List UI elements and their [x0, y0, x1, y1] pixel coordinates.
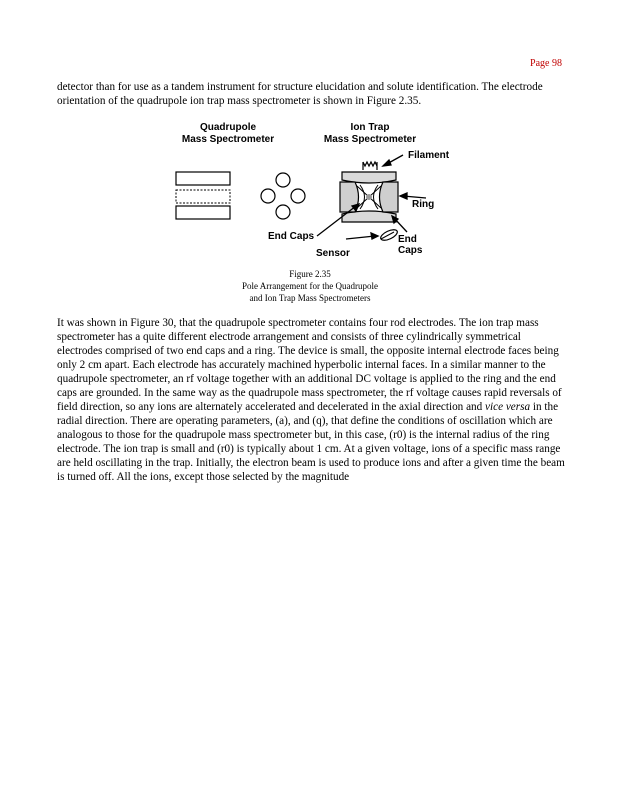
label-end-caps-left: End Caps [268, 231, 315, 242]
top-end-cap [342, 172, 396, 183]
rod-end-left [261, 189, 275, 203]
filament-coil [363, 162, 377, 166]
rod-end-top [276, 173, 290, 187]
bottom-end-cap [342, 211, 396, 222]
body-text-italic: vice versa [485, 401, 531, 413]
intro-paragraph: detector than for use as a tandem instrument for structure elucidation and solute identification. The electrode orientation of the quadrupole ion trap mass spectrometer is shown in Figure 2.35. [57, 81, 543, 107]
figure-caption [200, 268, 420, 304]
quadrupole-rod-bottom [176, 206, 230, 219]
caption-line2: Pole Arrangement for the Quadrupole [242, 281, 378, 291]
quadrupole-rod-middle [176, 190, 230, 203]
quadrupole-rod-top [176, 172, 230, 185]
body-text-part1: It was shown in Figure 30, that the quadrupole spectrometer contains four rod electrodes. The ion trap mass spectrometer has a quite different electrode arrangement and consists of three cylindrically symmetrical electrodes comprised of two end caps and a ring. The device is small, the opposite internal electrode faces being only 2 cm apart. Each electrode has accurately machined hyperbolic internal faces. In a similar manner to the quadrupole spectrometer, an rf voltage together with an additional DC voltage is applied to the ring and the end caps are grounded. In the same way as the quadrupole mass spectrometer, the rf voltage causes rapid reversals of field direction, so any ions are alternately accelerated and decelerated in the axial direction and [57, 317, 562, 413]
left-title-line2: Mass Spectrometer [181, 134, 275, 145]
right-title-line1: Ion Trap [350, 122, 390, 133]
right-title-line2: Mass Spectrometer [323, 134, 417, 145]
ring-right [380, 182, 399, 212]
left-title-line1: Quadrupole [199, 122, 257, 133]
page-number: Page 98 [530, 58, 562, 69]
body-paragraph [57, 316, 567, 484]
caption-line3: and Ion Trap Mass Spectrometers [249, 293, 371, 303]
electrode-diagram [170, 118, 460, 268]
label-end-caps-right-line1: End [398, 234, 417, 245]
rod-end-right [291, 189, 305, 203]
label-end-caps-right-line2: Caps [398, 245, 423, 256]
ion-trap-assembly [340, 162, 399, 242]
rod-end-bottom [276, 205, 290, 219]
label-ring: Ring [412, 199, 435, 210]
label-filament: Filament [408, 150, 450, 161]
body-text-part2: in the radial direction. There are operating parameters, (a), and (q), that define the conditions of oscillation which are analogous to those for the quadrupole mass spectrometer but, in this case, (r0) is the internal radius of the ring electrode. The ion trap is small and (r0) is typically about 1 cm. At a given voltage, ions of a specific mass range are held oscillating in the trap. Initially, the electron beam is used to produce ions and after a given time the beam is turned off. All the ions, except those selected by the magnitude [57, 401, 565, 483]
caption-line1: Figure 2.35 [289, 269, 331, 279]
label-sensor: Sensor [316, 248, 350, 259]
figure-2-35 [170, 118, 460, 268]
